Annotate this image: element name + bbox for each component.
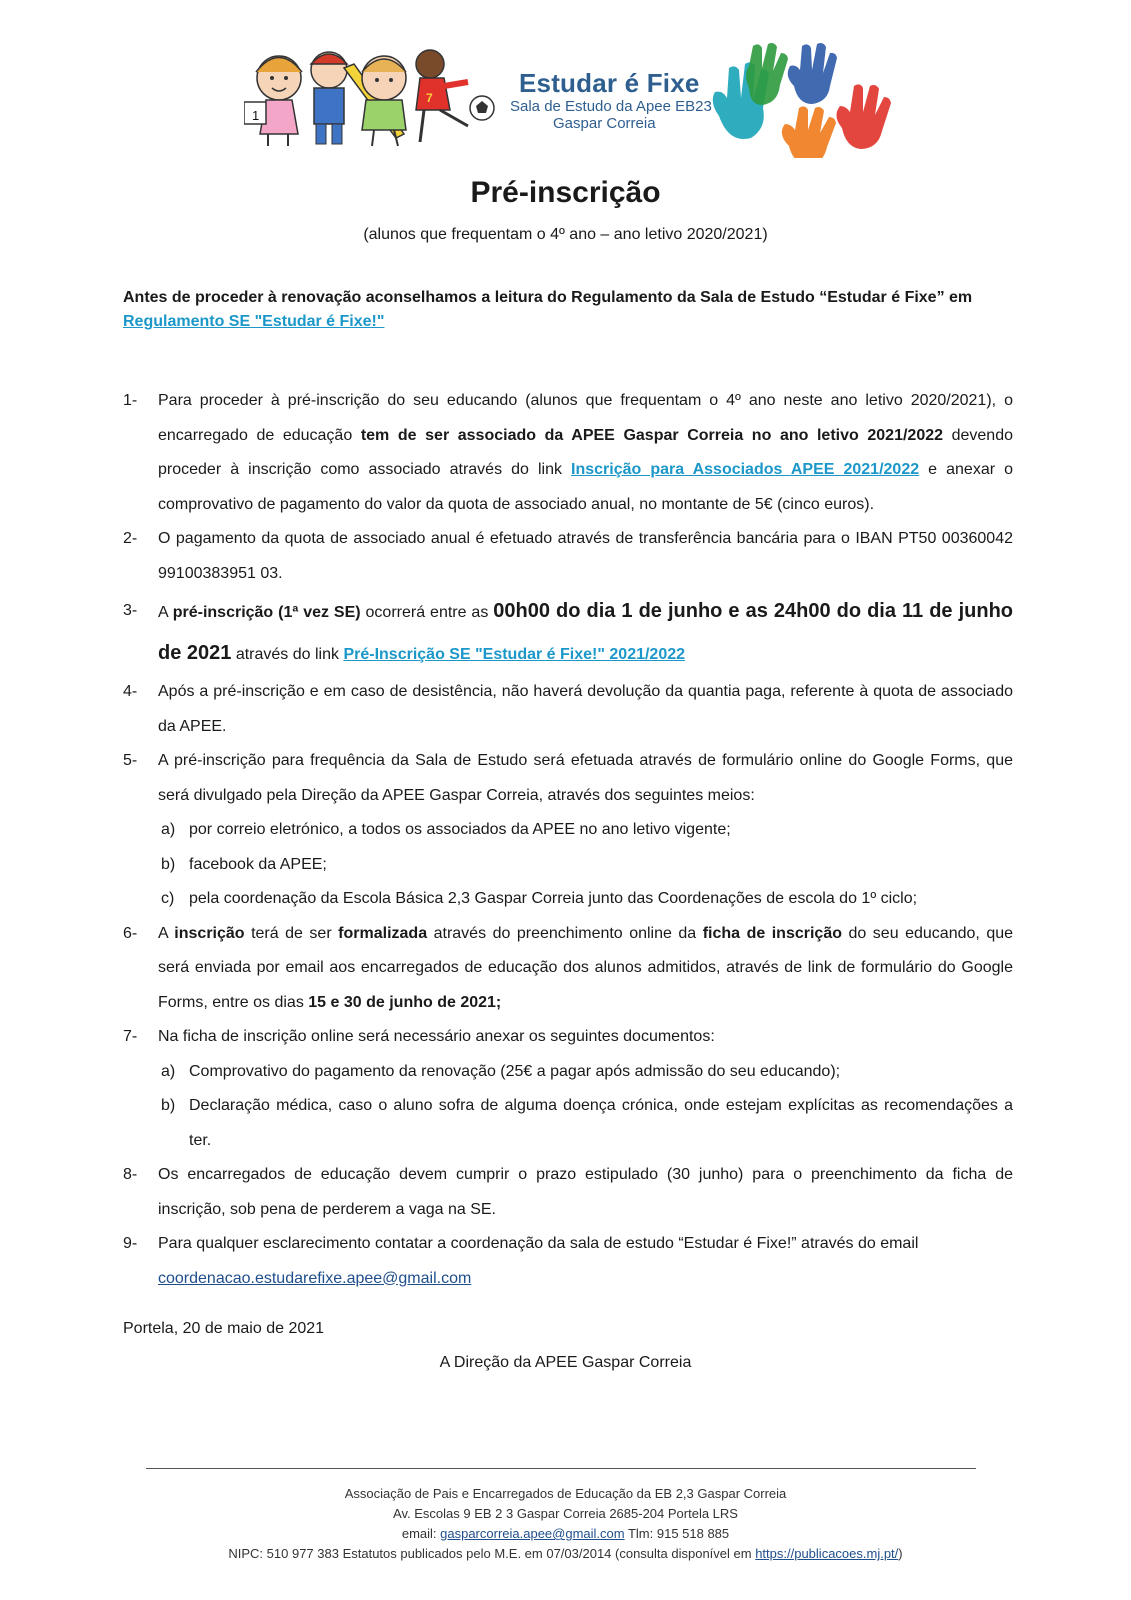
- sub-text: facebook da APEE;: [189, 855, 327, 873]
- associados-link[interactable]: Inscrição para Associados APEE 2021/2022: [571, 461, 920, 478]
- sub-letter: b): [161, 855, 176, 873]
- sub-text: Comprovativo do pagamento da renovação (25€ a pagar após admissão do seu educando);: [189, 1062, 841, 1080]
- logo-subtitle-1: Sala de Estudo da Apee EB23: [510, 98, 712, 115]
- item-bold-text: inscrição: [174, 924, 245, 942]
- item-text: Na ficha de inscrição online será necessário anexar os seguintes documentos:: [158, 1028, 715, 1045]
- sub-item-5c: [123, 882, 1013, 917]
- footer: [0, 1484, 1131, 1564]
- hands-icon: [713, 43, 891, 158]
- item-text: O pagamento da quota de associado anual é efetuado através de transferência bancária para o IBAN PT50 00360042 99100383951 03.: [158, 530, 1013, 582]
- sub-letter: a): [161, 821, 176, 838]
- list-item-4: [123, 675, 1013, 744]
- item-text: Os encarregados de educação devem cumprir o prazo estipulado (30 junho) para o preenchimento da ficha de inscrição, sob pena de perderem a vaga na SE.: [158, 1166, 1013, 1218]
- list-item-9: [123, 1227, 1013, 1296]
- footer-close-paren: ): [898, 1546, 903, 1561]
- item-text: do seu educando, que será enviada por email aos encarregados de educação dos alunos admitidos, através de link de formulário do Google Forms, entre os dias: [158, 924, 1014, 1011]
- item-text: através do link: [231, 646, 344, 663]
- pre-inscricao-link[interactable]: Pré-Inscrição SE "Estudar é Fixe!" 2021/2022: [343, 646, 686, 663]
- sub-letter: a): [161, 1062, 176, 1080]
- item-number: 9-: [123, 1235, 138, 1252]
- sub-text: por correio eletrónico, a todos os associados da APEE no ano letivo vigente;: [189, 821, 731, 838]
- item-number: 7-: [123, 1028, 138, 1045]
- item-text: através do preenchimento online da: [427, 924, 703, 942]
- intro-text: Antes de proceder à renovação aconselhamos a leitura do Regulamento da Sala de Estudo “Estudar é Fixe” em: [123, 289, 973, 306]
- sub-letter: b): [161, 1097, 176, 1114]
- list-item-6: [123, 917, 1013, 1021]
- item-text: Para qualquer esclarecimento contatar a coordenação da sala de estudo “Estudar é Fixe!” através do email: [158, 1235, 919, 1252]
- item-text: A: [158, 604, 173, 621]
- signature: A Direção da APEE Gaspar Correia: [439, 1354, 692, 1371]
- logo: [244, 38, 904, 158]
- footer-email-link[interactable]: gasparcorreia.apee@gmail.com: [440, 1526, 625, 1541]
- sub-item-5b: [123, 848, 1013, 883]
- item-text: Após a pré-inscrição e em caso de desistência, não haverá devolução da quantia paga, referente à quota de associado da APEE.: [158, 683, 1013, 735]
- list-item-7: [123, 1020, 1013, 1055]
- kid-pencil-icon: [344, 56, 406, 146]
- page-title: Pré-inscrição: [470, 176, 661, 209]
- footer-line-2: Av. Escolas 9 EB 2 3 Gaspar Correia 2685-204 Portela LRS: [393, 1506, 738, 1521]
- item-number: 8-: [123, 1166, 138, 1183]
- item-text: ocorrerá entre as: [360, 604, 494, 621]
- item-text: e anexar o comprovativo de pagamento do valor da quota de associado anual, no montante de 5€ (cinco euros).: [158, 461, 1013, 513]
- item-text: Para proceder à pré-inscrição do seu educando (alunos que frequentam o 4º ano neste ano letivo 2020/2021), o encarregado de educação: [158, 392, 1013, 444]
- list-item-1: [123, 384, 1013, 522]
- item-number: 5-: [123, 752, 138, 769]
- item-bold-text: ficha de inscrição: [702, 924, 842, 942]
- item-number: 3-: [123, 602, 138, 619]
- logo-subtitle-2: Gaspar Correia: [553, 115, 656, 132]
- regulamento-link[interactable]: Regulamento SE "Estudar é Fixe!": [123, 313, 385, 330]
- item-number: 1-: [123, 392, 138, 409]
- item-bold-text: tem de ser associado da APEE Gaspar Correia no ano letivo 2021/2022: [360, 426, 944, 444]
- sub-text: pela coordenação da Escola Básica 2,3 Gaspar Correia junto das Coordenações de escola do 1º ciclo;: [189, 890, 918, 907]
- numbered-list: [123, 384, 1013, 1296]
- sub-letter: c): [161, 890, 175, 907]
- sub-item-7a: [123, 1055, 1013, 1090]
- kid-girl-icon: [244, 56, 302, 146]
- item-number: 4-: [123, 683, 138, 700]
- kid-boy-icon: [311, 52, 347, 144]
- list-item-2: [123, 522, 1013, 591]
- footer-line-3: [0, 1524, 1131, 1544]
- list-item-8: [123, 1158, 1013, 1227]
- footer-phone: Tlm: 915 518 885: [624, 1526, 730, 1541]
- item-bold-text: formalizada: [338, 924, 428, 942]
- item-big-date: 00h00 do dia 1 de junho e as 24h00 do dia 11 de junho de 2021: [158, 600, 1014, 664]
- place-date: Portela, 20 de maio de 2021: [123, 1320, 325, 1337]
- item-number: 6-: [123, 924, 138, 942]
- kid-number-1: 1: [252, 108, 260, 123]
- sub-text: Declaração médica, caso o aluno sofra de alguma doença crónica, onde estejam explícitas as recomendações a ter.: [189, 1097, 1013, 1149]
- footer-line-1: Associação de Pais e Encarregados de Educação da EB 2,3 Gaspar Correia: [344, 1486, 787, 1501]
- sub-item-7b: [123, 1089, 1013, 1158]
- footer-publicacoes-link[interactable]: https://publicacoes.mj.pt/: [755, 1546, 899, 1561]
- sub-item-5a: [123, 813, 1013, 848]
- item-bold-text: 15 e 30 de junho de 2021;: [308, 993, 502, 1011]
- logo-title: Estudar é Fixe: [519, 68, 700, 98]
- footer-email-label: email:: [401, 1526, 441, 1541]
- item-number: 2-: [123, 530, 138, 547]
- intro-paragraph: [123, 286, 1013, 334]
- item-text: terá de ser: [244, 924, 339, 942]
- page-subtitle: (alunos que frequentam o 4º ano – ano letivo 2020/2021): [363, 226, 768, 243]
- item-text: devendo proceder à inscrição como associado através do link: [158, 426, 1014, 478]
- footer-line-4: [0, 1544, 1131, 1564]
- coordenacao-email-link[interactable]: coordenacao.estudarefixe.apee@gmail.com: [158, 1269, 472, 1287]
- footer-nipc: NIPC: 510 977 383 Estatutos publicados pelo M.E. em 07/03/2014 (consulta disponível em: [228, 1546, 756, 1561]
- list-item-3: [123, 591, 1013, 675]
- footer-divider: [146, 1468, 976, 1469]
- item-bold-text: pré-inscrição (1ª vez SE): [172, 604, 361, 621]
- item-text: A: [158, 924, 175, 942]
- item-text: A pré-inscrição para frequência da Sala de Estudo será efetuada através de formulário online do Google Forms, que será divulgado pela Direção da APEE Gaspar Correia, através dos seguintes meios:: [158, 752, 1013, 804]
- list-item-5: [123, 744, 1013, 813]
- kid-number-7: 7: [426, 91, 433, 105]
